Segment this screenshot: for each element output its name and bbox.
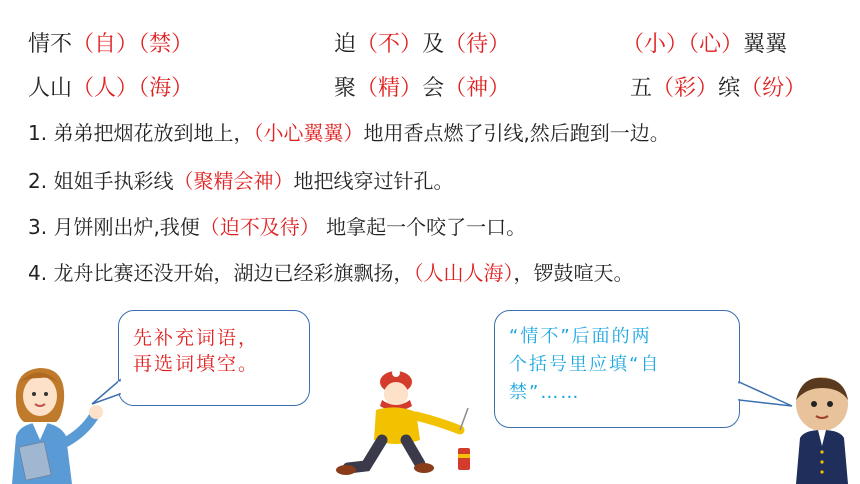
idiom-blank-1: 不 <box>378 32 401 57</box>
open-paren: （ <box>356 32 379 57</box>
idiom-prefix: 五 <box>630 76 653 101</box>
teacher-hint-text: 先补充词语， 再选词填空。 <box>133 327 260 375</box>
close-paren: ） <box>721 32 744 57</box>
close-paren: ） <box>488 76 511 101</box>
idiom-prefix: 人山 <box>28 76 73 101</box>
sentence-text-after: 地把线穿过针孔。 <box>293 169 454 193</box>
sentence-3 <box>28 212 526 242</box>
sentence-text-before: 2. 姐姐手执彩线 <box>28 169 174 193</box>
idiom-row2-col1 <box>28 74 193 104</box>
open-paren: （ <box>740 76 763 101</box>
idiom-blank-1: 彩 <box>674 76 697 101</box>
idiom-blank-2: 神 <box>466 76 489 101</box>
sentence-answer: （人山人海） <box>413 261 514 285</box>
idiom-prefix: 聚 <box>334 76 357 101</box>
idiom-row2-col3 <box>630 74 806 104</box>
idiom-row1-col3 <box>622 30 787 60</box>
sentence-text-before: 4. 龙舟比赛还没开始，湖边已经彩旗飘扬， <box>28 261 414 285</box>
open-paren: （ <box>652 76 675 101</box>
open-paren: （ <box>688 32 700 57</box>
idiom-middle: 会 <box>422 76 445 101</box>
close-paren: ） <box>666 32 689 57</box>
idiom-row1-col1 <box>28 30 193 60</box>
close-paren: ） <box>488 32 511 57</box>
student-illustration <box>782 376 860 484</box>
idiom-blank-1: 人 <box>94 76 117 101</box>
idiom-prefix: 迫 <box>334 32 357 57</box>
open-paren: （ <box>138 32 150 57</box>
sentence-1 <box>28 118 670 148</box>
idiom-row2-col2 <box>334 74 510 104</box>
close-paren: ） <box>171 32 194 57</box>
close-paren: ） <box>171 76 194 101</box>
sentence-4 <box>28 258 633 288</box>
close-paren: ） <box>116 32 139 57</box>
open-paren: （ <box>444 32 467 57</box>
teacher-speech-bubble <box>118 310 310 406</box>
student-speech-bubble <box>494 310 740 428</box>
boy-firecracker-illustration <box>336 370 486 480</box>
idiom-blank-2: 纷 <box>762 76 785 101</box>
sentence-answer: （小心翼翼） <box>253 121 364 145</box>
student-hint-text: “情不”后面的两 个括号里应填“自 禁”…… <box>509 326 661 403</box>
idiom-blank-1: 自 <box>94 32 117 57</box>
sentence-text-before: 1. 弟弟把烟花放到地上， <box>28 121 254 145</box>
sentence-2 <box>28 166 453 196</box>
idiom-blank-2: 海 <box>149 76 172 101</box>
sentence-text-before: 3. 月饼刚出炉,我便 <box>28 215 200 239</box>
sentence-answer: （迫不及待） <box>199 215 320 239</box>
teacher-illustration <box>2 360 112 484</box>
close-paren: ） <box>400 32 423 57</box>
close-paren: ） <box>696 76 719 101</box>
close-paren: ） <box>116 76 139 101</box>
idiom-suffix: 翼翼 <box>743 32 788 57</box>
open-paren: （ <box>72 76 95 101</box>
open-paren: （ <box>622 32 645 57</box>
close-paren: ） <box>400 76 423 101</box>
open-paren: （ <box>356 76 379 101</box>
idiom-prefix: 情不 <box>28 32 73 57</box>
idiom-blank-2: 心 <box>699 32 722 57</box>
idiom-blank-2: 待 <box>466 32 489 57</box>
idiom-blank-1: 小 <box>644 32 667 57</box>
idiom-row1-col2 <box>334 30 510 60</box>
idiom-middle: 及 <box>422 32 445 57</box>
open-paren: （ <box>444 76 467 101</box>
idiom-blank-2: 禁 <box>149 32 172 57</box>
sentence-text-after: ，锣鼓喧天。 <box>513 261 634 285</box>
open-paren: （ <box>72 32 95 57</box>
sentence-text-after: 地拿起一个咬了一口。 <box>319 215 527 239</box>
sentence-answer: （聚精会神） <box>173 169 294 193</box>
open-paren: （ <box>138 76 150 101</box>
sentence-text-after: 地用香点燃了引线,然后跑到一边。 <box>363 121 670 145</box>
idiom-middle: 缤 <box>718 76 741 101</box>
idiom-blank-1: 精 <box>378 76 401 101</box>
close-paren: ） <box>784 76 807 101</box>
